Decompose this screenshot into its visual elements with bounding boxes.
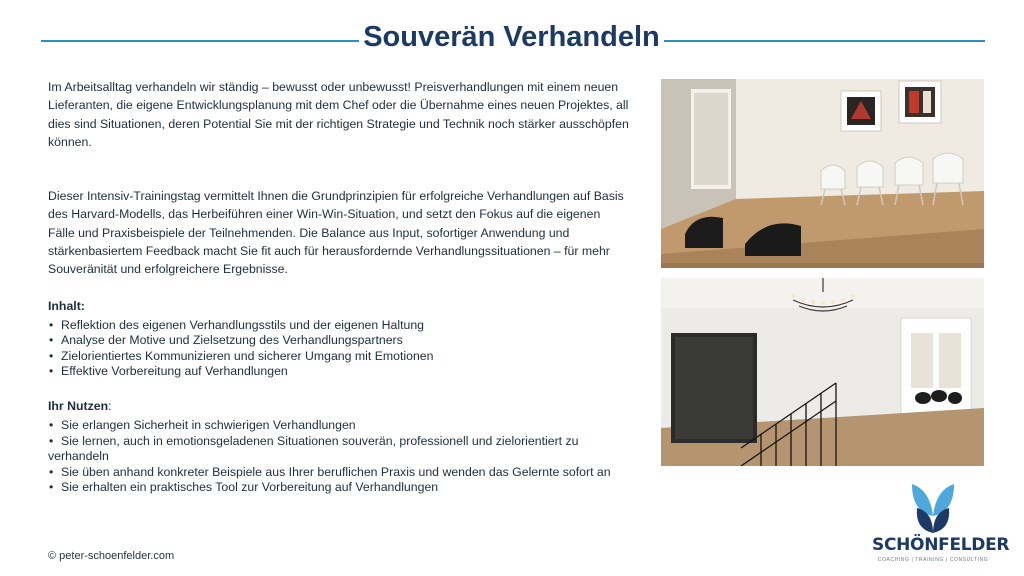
list-item: • Effektive Vorbereitung auf Verhandlungen (48, 364, 630, 380)
list-item: • Reflektion des eigenen Verhandlungsstils und der eigenen Haltung (48, 318, 630, 334)
seminar-room-photo (661, 79, 984, 268)
list-item-text: Sie erhalten ein praktisches Tool zur Vorbereitung auf Verhandlungen (61, 480, 439, 495)
nutzen-list (48, 418, 630, 496)
logo-tagline: COACHING | TRAINING | CONSULTING (877, 557, 989, 563)
nutzen-heading-label: Ihr Nutzen (48, 398, 109, 413)
intro-paragraph-2: Dieser Intensiv-Trainingstag vermittelt Ihnen die Grundprinzipien für erfolgreiche Verhandlungen auf Basis des Harvard-Modells, das Herbeiführen einer Win-Win-Situation, und setzt den Fokus auf die eigenen Fälle und Praxisbeispiele der Teilnehmenden. Die Balance aus Input, sofortiger Anwendung und stärkenbasiertem Feedback macht Sie fit auch für herausfordernde Verhandlungssituationen – für mehr Souveränität und erfolgreichere Ergebnisse. (48, 189, 624, 277)
list-item-text: Sie lernen, auch in emotionsgeladenen Situationen souverän, professionell und zielorientiert zu verhandeln (48, 433, 579, 464)
list-item: • Sie erlangen Sicherheit in schwierigen Verhandlungen (49, 418, 356, 433)
schoenfelder-logo (872, 478, 1010, 568)
page-title: Souverän Verhandeln (363, 21, 660, 53)
title-rule-left (41, 40, 359, 42)
title-rule-right (664, 40, 985, 42)
nutzen-heading-colon: : (108, 398, 112, 413)
inhalt-heading: Inhalt: (48, 298, 85, 313)
list-item: • Sie üben anhand konkreter Beispiele aus Ihrer beruflichen Praxis und wenden das Gelernte sofort an (49, 464, 611, 479)
intro-paragraph-1: Im Arbeitsalltag verhandeln wir ständig – bewusst oder unbewusst! Preisverhandlungen mit einem neuen Lieferanten, die eigene Entwicklungsplanung mit dem Chef oder die Übernahme eines neuen Projektes, all dies sind Situationen, deren Potential Sie mit der richtigen Strategie und Technik noch stärker ausschöpfen können. (48, 80, 629, 149)
list-item: • Zielorientiertes Kommunizieren und sicherer Umgang mit Emotionen (48, 349, 630, 365)
hall-chandelier-photo (661, 278, 984, 466)
list-item: • Sie lernen, auch in emotionsgeladenen Situationen souverän, professionell und zielorientiert zu verhandeln (48, 433, 579, 464)
butterfly-logo-icon (872, 478, 994, 538)
nutzen-heading (48, 397, 630, 415)
footer-copyright: © peter-schoenfelder.com (48, 550, 175, 562)
logo-wordmark: SCHÖNFELDER (872, 535, 1010, 555)
list-item-text: Sie erlangen Sicherheit in schwierigen Verhandlungen (61, 418, 356, 433)
main-content (48, 78, 630, 496)
inhalt-list (48, 318, 630, 380)
list-item: • Sie erhalten ein praktisches Tool zur Vorbereitung auf Verhandlungen (49, 480, 439, 495)
list-item-text: Sie üben anhand konkreter Beispiele aus Ihrer beruflichen Praxis und wenden das Gelernte sofort an (61, 464, 611, 479)
list-item: • Analyse der Motive und Zielsetzung des Verhandlungspartners (48, 333, 630, 349)
